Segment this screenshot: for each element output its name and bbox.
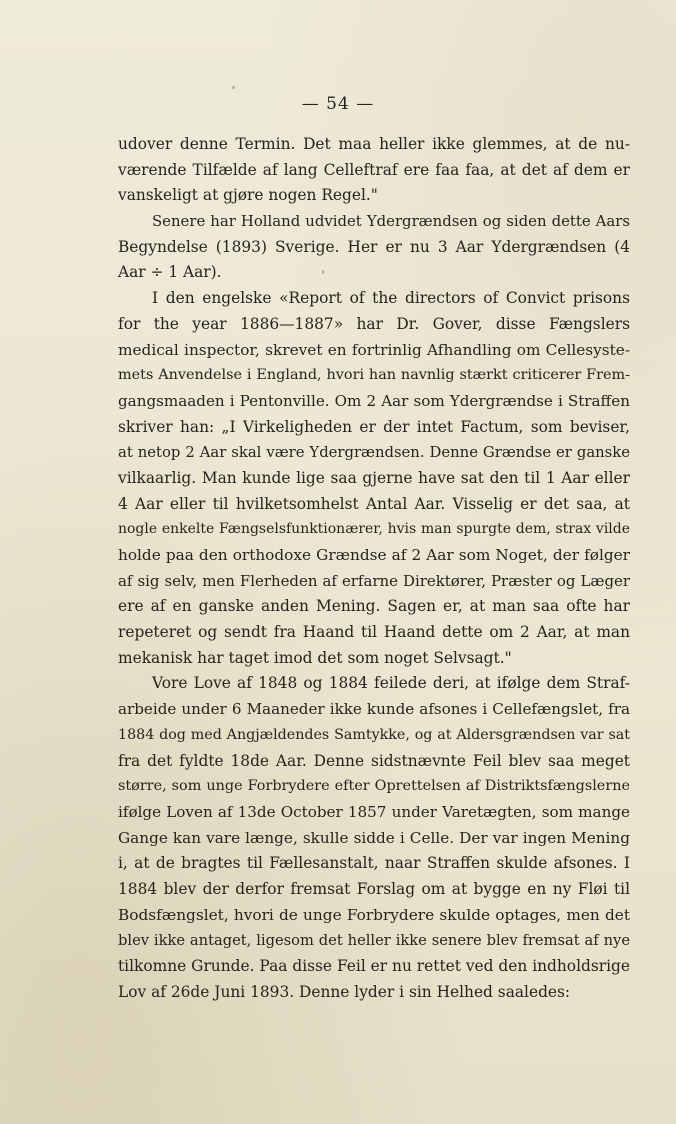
text-line: fra det fyldte 18de Aar. Denne sidstnævnte Feil blev saa meget	[118, 751, 630, 770]
text-line: i, at de bragtes til Fællesanstalt, naar Straffen skulde afsones. I	[118, 854, 630, 873]
text-line: repeteret og sendt fra Haand til Haand dette om 2 Aar, at man	[118, 623, 630, 642]
text-line: for the year 1886—1887» har Dr. Gover, disse Fængslers	[118, 314, 630, 333]
text-line: nogle enkelte Fængselsfunktionærer, hvis man spurgte dem, strax vilde	[118, 521, 630, 538]
text-line: større, som unge Forbrydere efter Oprettelsen af Distriktsfængslerne	[118, 778, 630, 795]
text-line: Gange kan vare længe, skulle sidde i Celle. Der var ingen Mening	[118, 828, 630, 847]
body-text	[118, 132, 630, 1005]
text-line: af sig selv, men Flerheden af erfarne Direktører, Præster og Læger	[118, 571, 630, 590]
text-line: Bodsfængslet, hvori de unge Forbrydere skulde optages, men det	[118, 905, 630, 924]
text-line: medical inspector, skrevet en fortrinlig Afhandling om Cellesyste-	[118, 340, 630, 359]
text-line: holde paa den orthodoxe Grændse af 2 Aar som Noget, der følger	[118, 546, 630, 564]
text-line: Lov af 26de Juni 1893. Denne lyder i sin Helhed saaledes:	[118, 982, 571, 1001]
text-line: at netop 2 Aar skal være Ydergrændsen. Denne Grændse er ganske	[118, 444, 630, 462]
text-line: ere af en ganske anden Mening. Sagen er, at man saa ofte har	[118, 597, 630, 616]
text-line: 1884 blev der derfor fremsat Forslag om at bygge en ny Fløi til	[118, 879, 630, 898]
text-line: 4 Aar eller til hvilketsomhelst Antal Aar. Visselig er det saa, at	[118, 494, 630, 513]
text-line: udover denne Termin. Det maa heller ikke glemmes, at de nu-	[118, 135, 630, 153]
text-line: gangsmaaden i Pentonville. Om 2 Aar som Ydergrændse i Straffen	[118, 391, 630, 410]
text-line: ifølge Loven af 13de October 1857 under Varetægten, som mange	[118, 802, 630, 821]
text-line: Aar ÷ 1 Aar).	[118, 263, 222, 282]
text-line: vanskeligt at gjøre nogen Regel."	[118, 186, 378, 205]
text-line: værende Tilfælde af lang Celleftraf ere faa faa, at det af dem er	[118, 160, 630, 179]
text-line: I den engelske «Report of the directors of Convict prisons	[152, 289, 630, 308]
text-line: Senere har Holland udvidet Ydergrændsen og siden dette Aars	[152, 212, 630, 231]
ink-speck	[232, 86, 235, 89]
text-line: vilkaarlig. Man kunde lige saa gjerne have sat den til 1 Aar eller	[118, 468, 630, 487]
text-line: blev ikke antaget, ligesom det heller ikke senere blev fremsat af nye	[118, 932, 630, 950]
text-line: skriver han: „I Virkeligheden er der intet Factum, som beviser,	[118, 417, 630, 436]
text-line: tilkomne Grunde. Paa disse Feil er nu rettet ved den indholdsrige	[118, 957, 630, 975]
text-line: Vore Love af 1848 og 1884 feilede deri, at ifølge dem Straf-	[152, 674, 630, 693]
text-line: mets Anvendelse i England, hvori han navnlig stærkt criticerer Frem-	[118, 367, 630, 384]
text-line: Begyndelse (1893) Sverige. Her er nu 3 Aar Ydergrændsen (4	[118, 237, 630, 256]
text-line: mekanisk har taget imod det som noget Selvsagt."	[118, 648, 512, 667]
page-number: — 54 —	[301, 94, 375, 114]
text-line: arbeide under 6 Maaneder ikke kunde afsones i Cellefængslet, fra	[118, 700, 630, 719]
text-line: 1884 dog med Angjældendes Samtykke, og at Aldersgrændsen var sat	[118, 726, 630, 743]
